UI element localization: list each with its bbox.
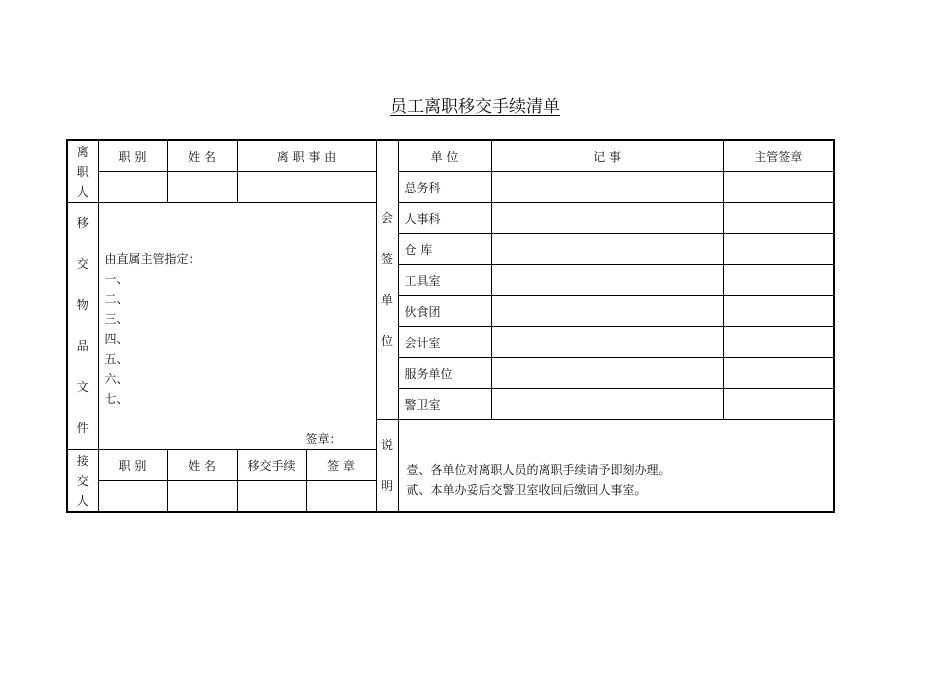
receiver-label-char: 人 bbox=[76, 493, 89, 508]
receiver-handover-field[interactable] bbox=[237, 481, 306, 513]
unit-label: 伙食团 bbox=[398, 296, 491, 327]
unit-label: 工具室 bbox=[398, 265, 491, 296]
leaver-reason-field[interactable] bbox=[237, 172, 376, 203]
receiver-header-position: 职 别 bbox=[98, 450, 167, 481]
units-header-notes: 记 事 bbox=[491, 140, 723, 172]
transfer-item: 一、 bbox=[104, 272, 129, 286]
unit-seal-field[interactable] bbox=[723, 358, 834, 389]
unit-label: 警卫室 bbox=[398, 389, 491, 420]
unit-notes-field[interactable] bbox=[491, 358, 723, 389]
transfer-items-area[interactable] bbox=[98, 203, 376, 450]
page-title bbox=[0, 92, 950, 117]
transfer-label-char: 移 bbox=[76, 216, 89, 230]
receiver-name-field[interactable] bbox=[167, 481, 237, 513]
transfer-label-char: 文 bbox=[76, 380, 89, 394]
unit-seal-field[interactable] bbox=[723, 389, 834, 420]
transfer-label-char: 物 bbox=[76, 298, 89, 312]
transfer-item: 三、 bbox=[104, 312, 129, 326]
receiver-header-seal: 签 章 bbox=[306, 450, 376, 481]
note-item: 壹、各单位对离职人员的离职手续请予即刻办理。 bbox=[406, 463, 671, 477]
notes-area bbox=[398, 420, 834, 513]
transfer-seal-label: 签章： bbox=[305, 432, 342, 446]
transfer-item: 七、 bbox=[104, 392, 129, 406]
transfer-label-char: 交 bbox=[76, 257, 89, 271]
receiver-label-char: 交 bbox=[76, 473, 89, 488]
notes-label-char: 说 bbox=[381, 437, 394, 452]
leaver-name-field[interactable] bbox=[167, 172, 237, 203]
unit-notes-field[interactable] bbox=[491, 327, 723, 358]
transfer-intro: 由直属主管指定： bbox=[104, 252, 201, 266]
unit-label: 会计室 bbox=[398, 327, 491, 358]
unit-seal-field[interactable] bbox=[723, 203, 834, 234]
unit-label: 人事科 bbox=[398, 203, 491, 234]
unit-label: 总务科 bbox=[398, 172, 491, 203]
leaver-header-position: 职 别 bbox=[98, 140, 167, 172]
handover-form bbox=[66, 139, 835, 513]
leaver-header-reason: 离 职 事 由 bbox=[237, 140, 376, 172]
receiver-header-handover: 移交手续 bbox=[237, 450, 306, 481]
unit-notes-field[interactable] bbox=[491, 172, 723, 203]
receiver-label bbox=[67, 450, 98, 513]
transfer-item: 四、 bbox=[104, 332, 129, 346]
leaver-label-char: 职 bbox=[76, 164, 89, 179]
unit-notes-field[interactable] bbox=[491, 203, 723, 234]
unit-seal-field[interactable] bbox=[723, 327, 834, 358]
unit-notes-field[interactable] bbox=[491, 265, 723, 296]
unit-label: 仓 库 bbox=[398, 234, 491, 265]
unit-seal-field[interactable] bbox=[723, 172, 834, 203]
unit-notes-field[interactable] bbox=[491, 296, 723, 327]
notes-label-char: 明 bbox=[381, 478, 394, 493]
units-header-unit: 单 位 bbox=[398, 140, 491, 172]
sign-units-char: 签 bbox=[381, 252, 394, 266]
sign-units-char: 会 bbox=[381, 211, 394, 225]
leaver-label-char: 人 bbox=[76, 184, 89, 199]
transfer-item: 二、 bbox=[104, 292, 129, 306]
unit-notes-field[interactable] bbox=[491, 389, 723, 420]
unit-seal-field[interactable] bbox=[723, 234, 834, 265]
transfer-label-char: 件 bbox=[76, 421, 89, 435]
notes-label bbox=[376, 420, 398, 513]
unit-label: 服务单位 bbox=[398, 358, 491, 389]
leaver-label-char: 离 bbox=[76, 144, 89, 159]
transfer-item: 六、 bbox=[104, 372, 129, 386]
receiver-seal-field[interactable] bbox=[306, 481, 376, 513]
leaver-header-name: 姓 名 bbox=[167, 140, 237, 172]
transfer-label bbox=[67, 203, 98, 450]
unit-seal-field[interactable] bbox=[723, 265, 834, 296]
sign-units-char: 位 bbox=[381, 334, 394, 348]
leaver-position-field[interactable] bbox=[98, 172, 167, 203]
sign-units-char: 单 bbox=[381, 293, 394, 307]
receiver-header-name: 姓 名 bbox=[167, 450, 237, 481]
transfer-item: 五、 bbox=[104, 352, 129, 366]
transfer-label-char: 品 bbox=[76, 339, 89, 353]
title-text: 员工离职移交手续清单 bbox=[390, 97, 560, 117]
sign-units-label bbox=[376, 140, 398, 420]
leaver-label bbox=[67, 140, 98, 203]
note-item: 贰、本单办妥后交警卫室收回后缴回人事室。 bbox=[406, 483, 647, 497]
receiver-position-field[interactable] bbox=[98, 481, 167, 513]
unit-seal-field[interactable] bbox=[723, 296, 834, 327]
units-header-supervisor-seal: 主管签章 bbox=[723, 140, 834, 172]
unit-notes-field[interactable] bbox=[491, 234, 723, 265]
receiver-label-char: 接 bbox=[76, 453, 89, 468]
